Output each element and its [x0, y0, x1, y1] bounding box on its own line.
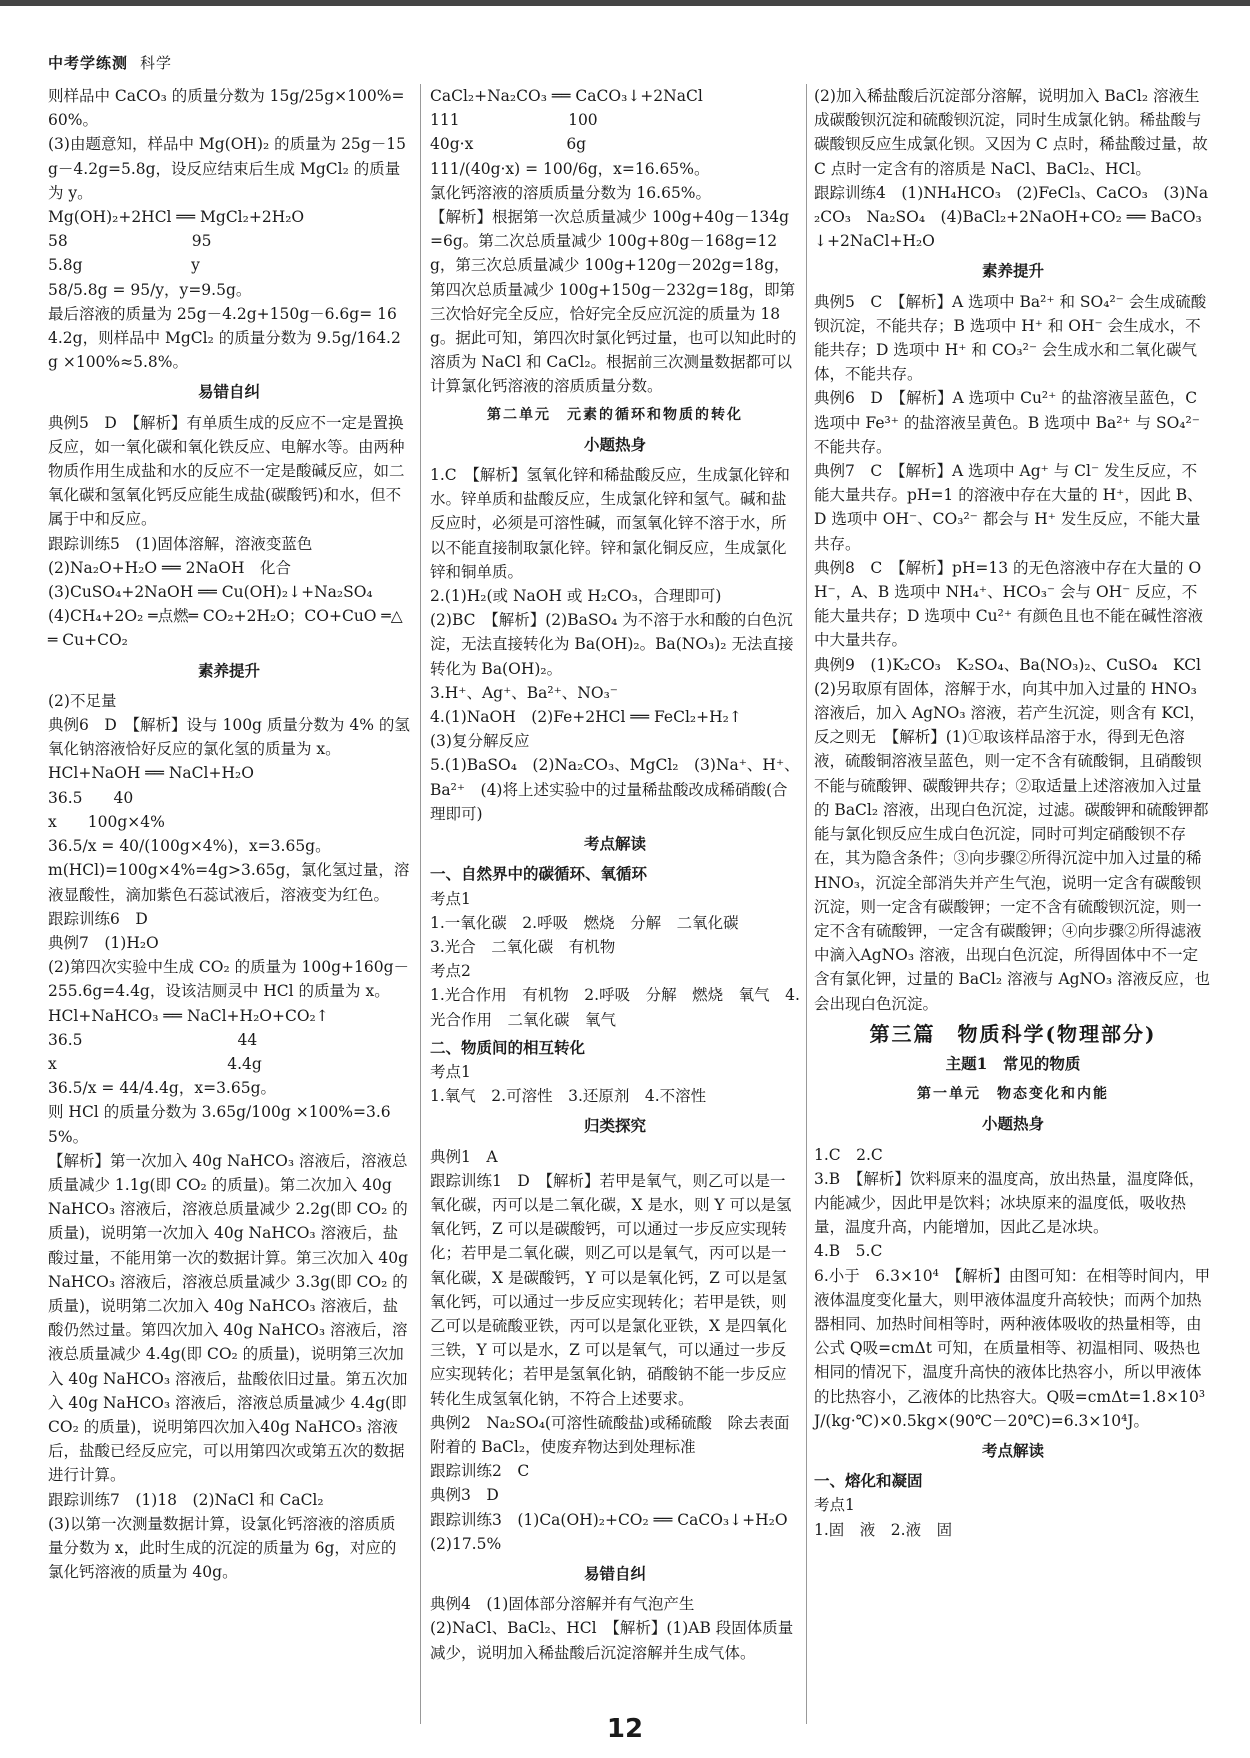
text-line: 36.5/x = 40/(100g×4%)，x=3.65g。	[48, 837, 331, 856]
column-divider	[420, 84, 421, 1724]
text-line: 111 100	[430, 111, 598, 130]
text-line: 跟踪训练4 (1)NH₄HCO₃ (2)FeCl₃、CaCO₃ (3)Na₂CO₃ Na₂SO₄ (4)BaCl₂+2NaOH+CO₂ ══ BaCO₃↓+2NaCl+H₂O	[814, 183, 1209, 251]
text-line: (3)复分解反应	[430, 732, 530, 751]
text-line: 跟踪训练7 (1)18 (2)NaCl 和 CaCl₂	[48, 1490, 324, 1509]
section-heading: 考点解读	[583, 834, 646, 854]
text-line: HCl+NaHCO₃ ══ NaCl+H₂O+CO₂↑	[48, 1006, 329, 1025]
section-heading: 易错自纠	[197, 382, 260, 402]
section-heading: 考点解读	[981, 1440, 1044, 1460]
text-line: 跟踪训练3 (1)Ca(OH)₂+CO₂ ══ CaCO₃↓+H₂O (2)17.5%	[430, 1510, 804, 1553]
topic-heading: 一、自然界中的碳循环、氧循环	[430, 864, 648, 884]
text-line: 60%。	[48, 111, 98, 130]
text-line: HCl+NaOH ══ NaCl+H₂O	[48, 764, 254, 783]
text-line: 跟踪训练5 (1)固体溶解，溶液变蓝色	[48, 534, 313, 553]
text-line: 考点2	[430, 962, 471, 981]
text-line: 1.C 2.C	[814, 1145, 883, 1164]
text-line: 1.氧气 2.可溶性 3.还原剂 4.不溶性	[430, 1087, 707, 1106]
text-line: 【解析】第一次加入 40g NaHCO₃ 溶液后，溶液总质量减少 1.1g(即 CO₂ 的质量)。第二次加入 40g NaHCO₃ 溶液后，溶液总质量减少 2.2g(即 CO₂ 的质量)，说明第一次加入 40g NaHCO₃ 溶液后，盐酸过量，不能用第一次的数据计算。第三次加入 40g NaHCO₃ 溶液后，溶液总质量减少 3.3g(即 CO₂ 的质量)，说明第二次加入 40g NaHCO₃ 溶液后，盐酸仍然过量。第四次加入 40g NaHCO₃ 溶液后，溶液总质量减少 4.4g(即 CO₂ 的质量)，说明第三次加入 40g NaHCO₃ 溶液后，盐酸依旧过量。第五次加入 40g NaHCO₃ 溶液后，溶液总质量减少 4.4g(即 CO₂ 的质量)，说明第四次加入40g NaHCO₃ 溶液后，盐酸已经反应完，可以用第四次或第五次的数据进行计算。	[48, 1151, 409, 1485]
text-line: 1.一氧化碳 2.呼吸 燃烧 分解 二氧化碳	[430, 913, 739, 932]
text-line: 4.(1)NaOH (2)Fe+2HCl ══ FeCl₂+H₂↑	[430, 708, 742, 727]
column-divider	[806, 84, 807, 1724]
unit-title: 第二单元 元素的循环和物质的转化	[487, 406, 743, 423]
text-line: 【解析】根据第一次总质量减少 100g+40g－134g=6g。第二次总质量减少 100g+80g－168g=12g，第三次总质量减少 100g+120g－202g=18g，第四次总质量减少 100g+150g－232g=18g，即第三次恰好完全反应，恰好完全反应沉淀的质量为 18g。据此可知，第四次时氯化钙过量，也可以知此时的溶质为 NaCl 和 CaCl₂。根据前三次测量数据都可以计算氯化钙溶液的溶质质量分数。	[430, 208, 797, 396]
section-heading: 归类探究	[583, 1116, 646, 1136]
text-line: 4.B 5.C	[814, 1242, 883, 1261]
text-line: 典例5 C 【解析】A 选项中 Ba²⁺ 和 SO₄²⁻ 会生成硫酸钡沉淀，不能共存；B 选项中 H⁺ 和 OH⁻ 会生成水，不能共存；D 选项中 H⁺ 和 CO₃²⁻ 会生成水和二氧化碳气体，不能共存。	[814, 292, 1207, 384]
text-line: 2.(1)H₂(或 NaOH 或 H₂CO₃，合理即可)	[430, 587, 722, 606]
text-line: 5.8g y	[48, 256, 200, 275]
text-line: 40g·x 6g	[430, 135, 587, 154]
section-heading: 小题热身	[981, 1114, 1044, 1134]
top-rule	[0, 0, 1250, 6]
text-line: 跟踪训练6 D	[48, 909, 148, 928]
text-line: 最后溶液的质量为 25g－4.2g+150g－6.6g= 164.2g，则样品中 MgCl₂ 的质量分数为 9.5g/164.2g ×100%≈5.8%。	[48, 304, 401, 372]
text-line: 111/(40g·x) = 100/6g，x=16.65%。	[430, 159, 710, 178]
text-line: 氯化钙溶液的溶质质量分数为 16.65%。	[430, 183, 712, 202]
text-line: 典例9 (1)K₂CO₃ K₂SO₄、Ba(NO₃)₂、CuSO₄ KCl (2)另取原有固体，溶解于水，向其中加入过量的 HNO₃ 溶液后，加入 AgNO₃ 溶液，若产生沉淀，则含有 KCl，反之则无 【解析】(1)①取该样品溶于水，得到无色溶液，硫酸铜溶液呈蓝色，则一定不含有硫酸铜，且硝酸钡不能与硫酸钾、碳酸钾共存；②取适量上述溶液加入过量的 BaCl₂ 溶液，出现白色沉淀，过滤。碳酸钾和硫酸钾都能与氯化钡反应生成白色沉淀，同时可判定硝酸钡不存在，其为隐含条件；③向步骤②所得沉淀中加入过量的稀 HNO₃，沉淀全部消失并产生气泡，说明一定含有碳酸钡沉淀，则一定含有碳酸钾；一定不含有硫酸钡沉淀，则一定不含有硫酸钾，一定含有碳酸钾；④向步骤②所得滤液中滴入AgNO₃ 溶液，出现白色沉淀，所得固体中不一定含有氯化钾，过量的 BaCl₂ 溶液与 AgNO₃ 溶液反应，也会出现白色沉淀。	[814, 655, 1217, 1013]
text-line: x 100g×4%	[48, 812, 165, 831]
column-3	[814, 84, 1217, 1542]
text-line: 典例7 (1)H₂O	[48, 933, 159, 952]
text-line: 3.光合 二氧化碳 有机物	[430, 937, 616, 956]
subject-label: 科学	[140, 54, 173, 72]
unit-title: 第一单元 物态变化和内能	[917, 1086, 1109, 1103]
text-line: 典例6 D 【解析】A 选项中 Cu²⁺ 的盐溶液呈蓝色，C 选项中 Fe³⁺ 的盐溶液呈黄色。B 选项中 Ba²⁺ 与 SO₄²⁻ 不能共存。	[814, 389, 1200, 456]
topic-heading: 一、熔化和凝固	[814, 1471, 923, 1491]
text-line: 考点1	[430, 1062, 471, 1081]
text-line: (2)Na₂O+H₂O ══ 2NaOH 化合	[48, 558, 292, 577]
text-line: 则样品中 CaCO₃ 的质量分数为 15g/25g×100%=	[48, 87, 405, 105]
section-heading: 小题热身	[583, 434, 646, 454]
section-heading: 主题1 常见的物质	[945, 1053, 1081, 1073]
text-line: 考点1	[814, 1496, 855, 1515]
text-line: 典例4 (1)固体部分溶解并有气泡产生	[430, 1595, 695, 1614]
text-line: (3)以第一次测量数据计算，设氯化钙溶液的溶质质量分数为 x，此时生成的沉淀的质量为 6g，对应的氯化钙溶液的质量为 40g。	[48, 1514, 397, 1582]
text-line: 跟踪训练1 D 【解析】若甲是氧气，则乙可以是一氧化碳，丙可以是二氧化碳，X 是水，则 Y 可以是氢氧化钙，Z 可以是碳酸钙，可以通过一步反应实现转化；若甲是二氧化碳，则乙可以是氧气，丙可以是一氧化碳，X 是碳酸钙，Y 可以是氧化钙，Z 可以是氢氧化钙，可以通过一步反应实现转化；若甲是铁，则乙可以是硫酸亚铁，丙可以是氯化亚铁，X 是四氧化三铁，Y 可以是水，Z 可以是氧气，可以通过一步反应实现转化；若甲是氢氧化钠，硝酸钠不能一步反应转化生成氢氧化钠，不符合上述要求。	[430, 1171, 792, 1408]
text-line: x 4.4g	[48, 1054, 262, 1073]
text-line: m(HCl)=100g×4%=4g>3.65g，氯化氢过量，溶液显酸性，滴加紫色石蕊试液后，溶液变为红色。	[48, 861, 410, 904]
section-heading: 易错自纠	[583, 1563, 646, 1583]
text-line: 3.H⁺、Ag⁺、Ba²⁺、NO₃⁻	[430, 683, 618, 702]
text-line: 典例2 Na₂SO₄(可溶性硫酸盐)或稀硫酸 除去表面附着的 BaCl₂，使废弃物达到处理标准	[430, 1413, 790, 1456]
text-line: 36.5 44	[48, 1030, 258, 1049]
text-line: 典例1 A	[430, 1147, 498, 1166]
text-line: 典例3 D	[430, 1486, 499, 1505]
text-line: (2)不足量	[48, 691, 117, 710]
text-line: (2)第四次实验中生成 CO₂ 的质量为 100g+160g－255.6g=4.4g，设该洁厕灵中 HCl 的质量为 x。	[48, 958, 410, 1001]
text-line: 5.(1)BaSO₄ (2)Na₂CO₃、MgCl₂ (3)Na⁺、H⁺、Ba²⁺ (4)将上述实验中的过量稀盐酸改成稀硝酸(合理即可)	[430, 756, 800, 823]
text-line: 36.5/x = 44/4.4g，x=3.65g。	[48, 1079, 276, 1098]
text-line: CaCl₂+Na₂CO₃ ══ CaCO₃↓+2NaCl	[430, 87, 703, 105]
column-1	[48, 84, 410, 1584]
text-line: (2)BC 【解析】(2)BaSO₄ 为不溶于水和酸的白色沉淀，无法直接转化为 Ba(OH)₂。Ba(NO₃)₂ 无法直接转化为 Ba(OH)₂。	[430, 611, 794, 678]
text-line: (3)CuSO₄+2NaOH ══ Cu(OH)₂↓+Na₂SO₄	[48, 583, 373, 602]
page-number: 12	[606, 1714, 644, 1744]
text-line: 6.小于 6.3×10⁴ 【解析】由图可知：在相等时间内，甲液体温度变化量大，则甲液体温度升高较快；而两个加热器相同、加热时间相等时，两种液体吸收的热量相等，由公式 Q吸=cmΔt 可知，在质量相等、初温相同、吸热也相同的情况下，温度升高快的液体比热容小，所以甲液体的比热容小，乙液体的比热容大。Q吸=cmΔt=1.8×10³J/(kg·℃)×0.5kg×(90℃－20℃)=6.3×10⁴J。	[814, 1266, 1211, 1430]
text-line: 1.光合作用 有机物 2.呼吸 分解 燃烧 氧气 4.光合作用 二氧化碳 氧气	[430, 986, 800, 1029]
text-line: 典例7 C 【解析】A 选项中 Ag⁺ 与 Cl⁻ 发生反应，不能大量共存。pH=1 的溶液中存在大量的 H⁺，因此 B、D 选项中 OH⁻、CO₃²⁻ 都会与 H⁺ 发生反应，不能大量共存。	[814, 462, 1203, 553]
topic-heading: 二、物质间的相互转化	[430, 1037, 586, 1057]
text-line: (2)加入稀盐酸后沉淀部分溶解，说明加入 BaCl₂ 溶液生成碳酸钡沉淀和硫酸钡沉淀，同时生成氯化钠。稀盐酸与碳酸钡反应生成氯化钡。又因为 C 点时，稀盐酸过量，故 C 点时一定含有的溶质是 NaCl、BaCl₂、HCl。	[814, 87, 1208, 178]
text-line: 58/5.8g = 95/y，y=9.5g。	[48, 280, 252, 299]
text-line: 58 95	[48, 232, 212, 251]
text-line: 典例6 D 【解析】设与 100g 质量分数为 4% 的氢氧化钠溶液恰好反应的氯化氢的质量为 x。	[48, 716, 410, 759]
text-line: 1.C 【解析】氢氧化锌和稀盐酸反应，生成氯化锌和水。锌单质和盐酸反应，生成氯化锌和氢气。碱和盐反应时，必须是可溶性碱，而氢氧化锌不溶于水，所以不能直接制取氯化锌。锌和氯化铜反应，生成氯化锌和铜单质。	[430, 466, 790, 581]
book-title: 中考学练测	[48, 54, 129, 72]
section-heading: 素养提升	[981, 261, 1044, 281]
column-2	[430, 84, 804, 1665]
text-line: 典例8 C 【解析】pH=13 的无色溶液中存在大量的 OH⁻，A、B 选项中 NH₄⁺、HCO₃⁻ 会与 OH⁻ 反应，不能大量共存；D 选项中 Cu²⁺ 有颜色且也不能在碱性溶液中大量共存。	[814, 558, 1203, 650]
text-line: 36.5 40	[48, 788, 134, 807]
text-line: 跟踪训练2 C	[430, 1462, 530, 1481]
text-line: 考点1	[430, 889, 471, 908]
text-line: (3)由题意知，样品中 Mg(OH)₂ 的质量为 25g－15g－4.2g=5.8g，设反应结束后生成 MgCl₂ 的质量为 y。	[48, 135, 406, 202]
text-line: 3.B 【解析】饮料原来的温度高，放出热量，温度降低，内能减少，因此甲是饮料；冰块原来的温度低，吸收热量，温度升高，内能增加，因此乙是冰块。	[814, 1169, 1205, 1237]
text-line: 1.固 液 2.液 固	[814, 1520, 953, 1539]
part-title: 第三篇 物质科学(物理部分)	[869, 1021, 1157, 1046]
text-line: 则 HCl 的质量分数为 3.65g/100g ×100%=3.65%。	[48, 1103, 391, 1146]
section-heading: 素养提升	[197, 660, 260, 680]
running-header	[48, 52, 172, 73]
text-line: Mg(OH)₂+2HCl ══ MgCl₂+2H₂O	[48, 208, 305, 227]
text-line: 典例5 D 【解析】有单质生成的反应不一定是置换反应，如一氧化碳和氧化铁反应、电解水等。由两种物质作用生成盐和水的反应不一定是酸碱反应，如二氧化碳和氢氧化钙反应能生成盐(碳酸钙)和水，但不属于中和反应。	[48, 413, 405, 529]
text-line: (4)CH₄+2O₂ ═点燃═ CO₂+2H₂O；CO+CuO ═△═ Cu+CO₂	[48, 607, 403, 650]
text-line: (2)NaCl、BaCl₂、HCl 【解析】(1)AB 段固体质量减少，说明加入稀盐酸后沉淀溶解并生成气体。	[430, 1619, 794, 1662]
